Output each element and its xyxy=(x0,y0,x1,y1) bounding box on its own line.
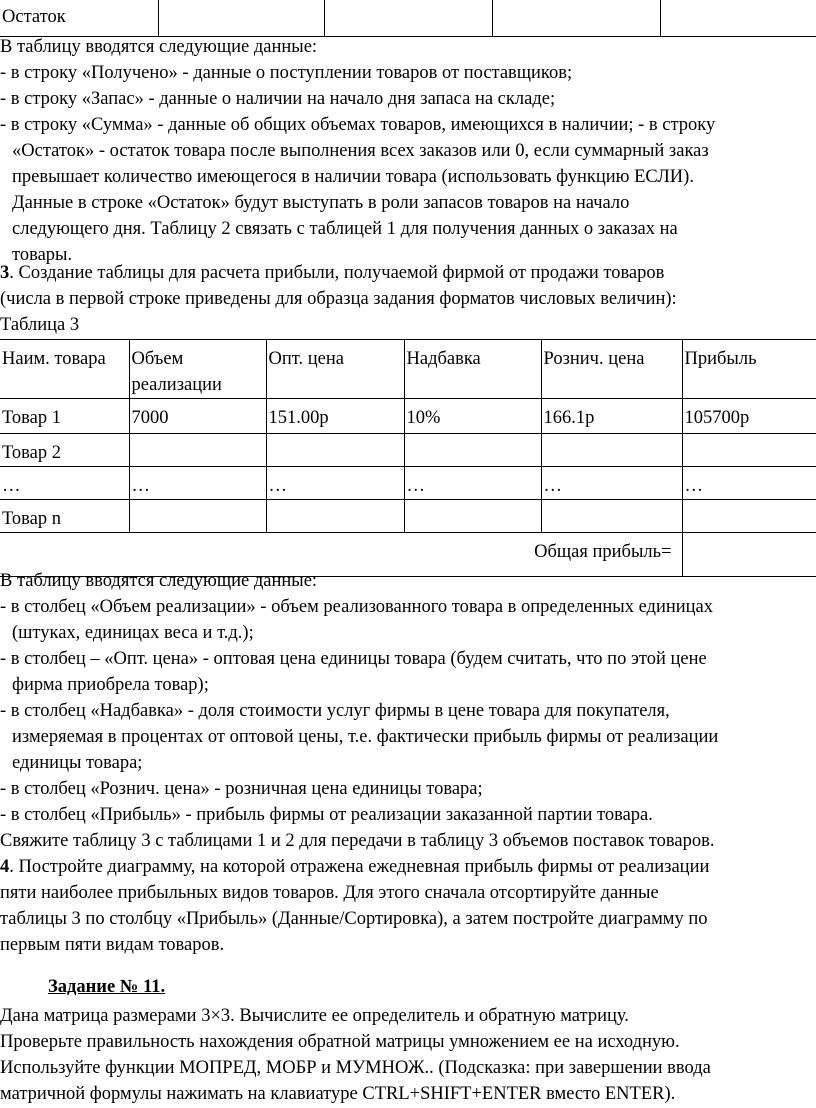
table-row xyxy=(0,399,816,434)
table-cell: 7000 xyxy=(129,399,266,434)
table-cell xyxy=(129,434,266,467)
column-header: Надбавка xyxy=(404,340,541,399)
text-line: - в строку «Сумма» - данные об общих объемах товаров, имеющихся в наличии; - в строку xyxy=(0,115,716,135)
text-line: «Остаток» - остаток товара после выполнения всех заказов или 0, если суммарный заказ xyxy=(12,141,709,161)
text-line: - в столбец – «Опт. цена» - оптовая цена единицы товара (будем считать, что по этой цене xyxy=(0,649,707,669)
table-cell xyxy=(682,500,816,533)
profit-table xyxy=(0,339,816,577)
table-cell: … xyxy=(541,467,682,500)
table-cell: … xyxy=(682,467,816,500)
table-cell: 105700р xyxy=(682,399,816,434)
table-cell: Товар 2 xyxy=(0,434,129,467)
text-line: единицы товара; xyxy=(12,753,143,773)
text-line: матричной формулы нажимать на клавиатуре CTRL+SHIFT+ENTER вместо ENTER). xyxy=(0,1084,676,1104)
text-line: (числа в первой строке приведены для образца задания форматов числовых величин): xyxy=(0,289,677,309)
column-header: Объем реализации xyxy=(129,340,266,399)
text-line: Свяжите таблицу 3 с таблицами 1 и 2 для передачи в таблицу 3 объемов поставок товаров. xyxy=(0,831,715,851)
task-11 xyxy=(0,974,816,1000)
column-header: Наим. товара xyxy=(0,340,129,399)
intro-line: В таблицу вводятся следующие данные: xyxy=(0,37,318,57)
table3-description xyxy=(0,568,816,854)
table-cell xyxy=(266,500,404,533)
table-cell: … xyxy=(404,467,541,500)
table-cell: Товар 1 xyxy=(0,399,129,434)
table-cell xyxy=(404,434,541,467)
table-header-row xyxy=(0,340,816,399)
table-caption: Таблица 3 xyxy=(0,315,80,335)
column-header: Прибыль xyxy=(682,340,816,399)
table-cell: … xyxy=(129,467,266,500)
table-cell xyxy=(158,0,324,37)
text-line: товары. xyxy=(12,245,73,265)
task-heading: Задание № 11. xyxy=(48,977,166,997)
column-header: Опт. цена xyxy=(266,340,404,399)
table-cell: Товар n xyxy=(0,500,129,533)
table2-description xyxy=(0,34,816,268)
table-cell xyxy=(129,500,266,533)
table-cell: 166.1р xyxy=(541,399,682,434)
text-line: Данные в строке «Остаток» будут выступать в роли запасов товаров на начало xyxy=(12,193,630,213)
table-cell xyxy=(492,0,660,37)
table-row-ostatok xyxy=(0,0,816,37)
task-11-text xyxy=(0,1003,816,1107)
text-line: Проверьте правильность нахождения обратной матрицы умножением ее на исходную. xyxy=(0,1032,680,1052)
text-line: превышает количество имеющегося в наличии товара (использовать функцию ЕСЛИ). xyxy=(12,167,694,187)
table-row xyxy=(0,467,816,500)
text-line: пяти наиболее прибыльных видов товаров. Для этого сначала отсортируйте данные xyxy=(0,883,659,903)
table-cell xyxy=(324,0,492,37)
table-cell xyxy=(682,434,816,467)
table-cell xyxy=(404,500,541,533)
text-line: (штуках, единицах веса и т.д.); xyxy=(12,623,254,643)
table-cell: … xyxy=(0,467,129,500)
text-line: Дана матрица размерами 3×3. Вычислите ее определитель и обратную матрицу. xyxy=(0,1006,629,1026)
row-label-cell: Остаток xyxy=(0,0,158,37)
table-row xyxy=(0,434,816,467)
table-cell xyxy=(541,500,682,533)
text-line: . Создание таблицы для расчета прибыли, получаемой фирмой от продажи товаров xyxy=(9,263,665,283)
text-line: . Постройте диаграмму, на которой отражена ежедневная прибыль фирмы от реализации xyxy=(9,857,710,877)
text-line: Используйте функции МОПРЕД, МОБР и МУМНОЖ.. (Подсказка: при завершении ввода xyxy=(0,1058,711,1078)
text-line: - в столбец «Объем реализации» - объем реализованного товара в определенных единицах xyxy=(0,597,714,617)
table-cell xyxy=(541,434,682,467)
table-cell: … xyxy=(266,467,404,500)
text-line: фирма приобрела товар); xyxy=(12,675,209,695)
table-cell xyxy=(266,434,404,467)
stock-table-fragment xyxy=(0,0,816,37)
text-line: - в столбец «Рознич. цена» - розничная цена единицы товара; xyxy=(0,779,483,799)
text-line: - в строку «Получено» - данные о поступлении товаров от поставщиков; xyxy=(0,63,573,83)
intro-line: В таблицу вводятся следующие данные: xyxy=(0,571,318,591)
text-line: следующего дня. Таблицу 2 связать с таблицей 1 для получения данных о заказах на xyxy=(12,219,678,239)
total-label-cell: Общая прибыль= xyxy=(0,533,682,577)
table-cell: 10% xyxy=(404,399,541,434)
table-row xyxy=(0,500,816,533)
section-number: 3 xyxy=(0,263,10,283)
section-4 xyxy=(0,854,816,958)
text-line: - в столбец «Прибыль» - прибыль фирмы от реализации заказанной партии товара. xyxy=(0,805,653,825)
table-cell xyxy=(660,0,816,37)
column-header: Рознич. цена xyxy=(541,340,682,399)
section-3 xyxy=(0,260,816,338)
text-line: измеряемая в процентах от оптовой цены, т.е. фактически прибыль фирмы от реализации xyxy=(12,727,719,747)
text-line: первым пяти видам товаров. xyxy=(0,935,225,955)
text-line: таблицы 3 по столбцу «Прибыль» (Данные/Сортировка), а затем постройте диаграмму по xyxy=(0,909,708,929)
table-cell: 151.00р xyxy=(266,399,404,434)
text-line: - в строку «Запас» - данные о наличии на начало дня запаса на складе; xyxy=(0,89,556,109)
text-line: - в столбец «Надбавка» - доля стоимости услуг фирмы в цене товара для покупателя, xyxy=(0,701,670,721)
section-number: 4 xyxy=(0,857,10,877)
